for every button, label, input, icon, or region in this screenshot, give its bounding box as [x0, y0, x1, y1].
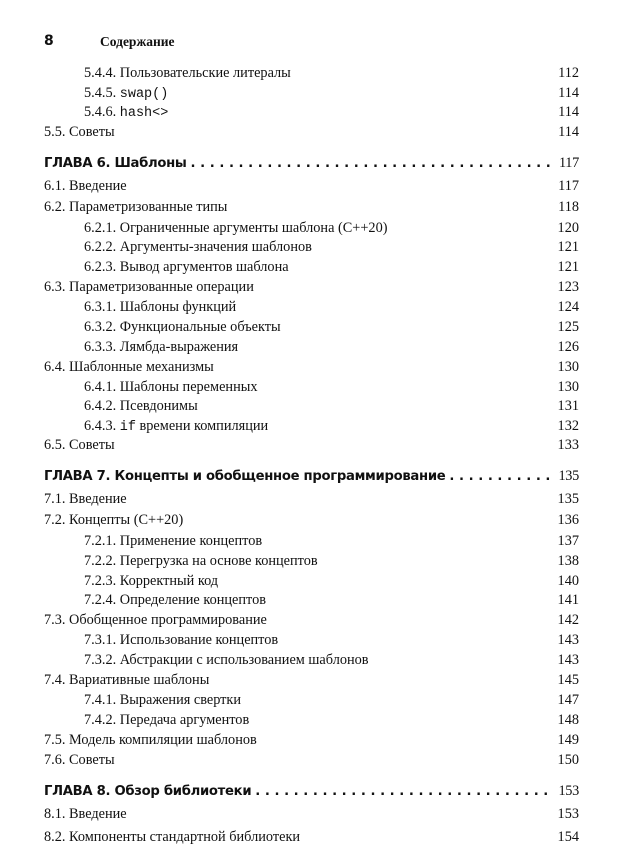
entry-title	[44, 806, 127, 823]
toc-chapter-entry	[44, 466, 579, 486]
entry-page-number: 154	[557, 828, 579, 845]
toc-entry	[84, 297, 579, 317]
toc-entry	[44, 730, 579, 750]
toc-entry	[44, 122, 579, 142]
entry-page-number: 149	[557, 731, 579, 748]
toc-entry	[84, 710, 579, 730]
entry-title	[84, 553, 318, 570]
entry-title	[84, 379, 257, 396]
toc-entry	[84, 377, 579, 397]
entry-page-number: 140	[557, 572, 579, 589]
entry-page-number: 121	[557, 238, 579, 255]
toc-entry	[84, 337, 579, 357]
toc-entry	[44, 489, 579, 509]
entry-text: 7.3. Обобщенное программирование	[44, 611, 267, 628]
entry-title	[44, 784, 251, 799]
entry-text: 7.2.3. Корректный код	[84, 572, 219, 589]
entry-text: 6.3.3. Лямбда-выражения	[84, 338, 239, 355]
entry-title	[44, 199, 227, 216]
entry-text: 7.2.2. Перегрузка на основе концептов	[84, 552, 318, 569]
toc-entry	[44, 357, 579, 377]
toc-entry	[84, 63, 579, 83]
entry-title	[44, 437, 115, 454]
entry-title	[44, 156, 187, 171]
entry-title	[44, 279, 254, 296]
entry-text: 6.3.1. Шаблоны функций	[84, 298, 237, 315]
entry-page-number: 153	[557, 805, 579, 822]
entry-code: hash<>	[119, 105, 169, 121]
entry-text: 6.4.2. Псевдонимы	[84, 397, 198, 414]
entry-text: 7.2. Концепты (C++20)	[44, 511, 184, 528]
entry-title	[44, 612, 267, 629]
entry-text: 5.4.6.	[84, 103, 120, 120]
entry-code: if	[119, 419, 136, 435]
toc-entry	[44, 804, 579, 824]
entry-title	[44, 491, 127, 508]
entry-page-number: 126	[557, 338, 579, 355]
entry-page-number: 145	[557, 671, 579, 688]
entry-title	[84, 85, 168, 102]
entry-title	[84, 259, 289, 276]
entry-text: 6.3. Параметризованные операции	[44, 278, 254, 295]
entry-page-number: 130	[557, 378, 579, 395]
entry-text: 6.4. Шаблонные механизмы	[44, 358, 214, 375]
entry-title	[44, 469, 445, 484]
entry-text: 6.2.1. Ограниченные аргументы шаблона (C++20)	[84, 219, 388, 236]
entry-text: ГЛАВА 7. Концепты и обобщенное программирование	[44, 468, 446, 484]
toc-entry	[44, 827, 579, 847]
entry-title	[84, 220, 388, 237]
entry-page-number: 147	[557, 691, 579, 708]
entry-title	[84, 692, 241, 709]
toc-entry	[44, 610, 579, 630]
toc-entry	[44, 435, 579, 455]
running-header-title: Содержание	[100, 34, 175, 49]
toc-entry	[84, 317, 579, 337]
toc-entry	[44, 277, 579, 297]
entry-page-number: 138	[557, 552, 579, 569]
entry-text: 7.4.2. Передача аргументов	[84, 711, 250, 728]
toc-entry	[44, 197, 579, 217]
toc-entry	[84, 416, 579, 436]
entry-title	[84, 299, 236, 316]
entry-text: ГЛАВА 8. Обзор библиотеки	[44, 783, 252, 799]
entry-title	[84, 319, 281, 336]
entry-text: ГЛАВА 6. Шаблоны	[44, 155, 187, 171]
entry-title	[44, 359, 214, 376]
toc-entry	[84, 551, 579, 571]
entry-text: 5.5. Советы	[44, 123, 115, 140]
page-number: 8	[44, 33, 54, 49]
entry-title	[84, 592, 266, 609]
entry-text: 6.5. Советы	[44, 436, 115, 453]
entry-title	[84, 533, 262, 550]
toc-entry	[84, 630, 579, 650]
entry-page-number: 121	[557, 258, 579, 275]
entry-title	[44, 124, 115, 141]
entry-title	[84, 652, 369, 669]
entry-page-number: 123	[557, 278, 579, 295]
entry-text: 7.5. Модель компиляции шаблонов	[44, 731, 257, 748]
entry-text: 7.6. Советы	[44, 751, 115, 768]
entry-page-number: 142	[557, 611, 579, 628]
dot-leader	[191, 156, 555, 171]
entry-text: 6.2.3. Вывод аргументов шаблона	[84, 258, 289, 275]
entry-title	[44, 178, 127, 195]
entry-page-number: 132	[557, 417, 579, 434]
entry-page-number: 133	[557, 436, 579, 453]
entry-text: 5.4.4. Пользовательские литералы	[84, 64, 291, 81]
toc-entry	[44, 750, 579, 770]
entry-page-number: 124	[557, 298, 579, 315]
entry-page-number: 120	[557, 219, 579, 236]
entry-text: 7.3.2. Абстракции с использованием шаблонов	[84, 651, 369, 668]
toc-entry	[84, 690, 579, 710]
entry-text: 6.4.1. Шаблоны переменных	[84, 378, 258, 395]
toc-entry	[84, 650, 579, 670]
entry-text: 7.1. Введение	[44, 490, 127, 507]
toc-entry	[84, 257, 579, 277]
entry-title	[84, 65, 291, 82]
entry-text: 7.2.1. Применение концептов	[84, 532, 263, 549]
entry-page-number: 114	[558, 103, 579, 120]
entry-page-number: 135	[557, 490, 579, 507]
entry-page-number: 135	[558, 467, 579, 484]
entry-page-number: 117	[558, 177, 579, 194]
entry-text: 7.4.1. Выражения свертки	[84, 691, 242, 708]
entry-title	[44, 732, 257, 749]
entry-page-number: 136	[557, 511, 579, 528]
entry-text: 7.4. Вариативные шаблоны	[44, 671, 210, 688]
entry-title	[84, 104, 168, 121]
entry-title	[44, 672, 209, 689]
entry-page-number: 153	[558, 782, 579, 799]
entry-code: swap()	[119, 86, 169, 102]
dot-leader	[449, 469, 554, 484]
entry-title	[44, 512, 183, 529]
entry-title	[84, 239, 312, 256]
toc-entry	[84, 83, 579, 103]
entry-text: 6.1. Введение	[44, 177, 127, 194]
entry-page-number: 114	[558, 123, 579, 140]
entry-title	[84, 398, 198, 415]
entry-page-number: 125	[557, 318, 579, 335]
entry-title	[84, 712, 249, 729]
entry-title	[84, 573, 218, 590]
entry-text: 6.2.2. Аргументы-значения шаблонов	[84, 238, 312, 255]
entry-text: 5.4.5.	[84, 84, 120, 101]
entry-page-number: 112	[558, 64, 579, 81]
toc-chapter-entry	[44, 781, 579, 801]
entry-text: 6.2. Параметризованные типы	[44, 198, 228, 215]
entry-title	[44, 829, 300, 846]
toc-entry	[84, 237, 579, 257]
entry-suffix: времени компиляции	[135, 417, 269, 434]
toc-entry	[84, 102, 579, 122]
entry-page-number: 141	[557, 591, 579, 608]
entry-page-number: 114	[558, 84, 579, 101]
entry-text: 7.2.4. Определение концептов	[84, 591, 266, 608]
entry-title	[84, 418, 268, 435]
entry-title	[84, 339, 238, 356]
entry-page-number: 118	[558, 198, 579, 215]
entry-page-number: 130	[557, 358, 579, 375]
entry-page-number: 137	[557, 532, 579, 549]
entry-title	[44, 752, 115, 769]
toc-entry	[84, 571, 579, 591]
entry-page-number: 131	[557, 397, 579, 414]
entry-page-number: 150	[557, 751, 579, 768]
toc-entry	[84, 396, 579, 416]
toc-entry	[84, 531, 579, 551]
entry-page-number: 143	[557, 631, 579, 648]
toc-entry	[44, 510, 579, 530]
entry-text: 6.3.2. Функциональные объекты	[84, 318, 281, 335]
toc-chapter-entry	[44, 153, 579, 173]
toc-entry	[84, 590, 579, 610]
dot-leader	[255, 784, 554, 799]
entry-title	[84, 632, 278, 649]
entry-page-number: 117	[558, 154, 579, 171]
entry-page-number: 148	[557, 711, 579, 728]
entry-page-number: 143	[557, 651, 579, 668]
toc-entry	[44, 670, 579, 690]
entry-text: 8.2. Компоненты стандартной библиотеки	[44, 828, 301, 845]
toc-entry	[44, 176, 579, 196]
entry-text: 6.4.3.	[84, 417, 120, 434]
entry-text: 8.1. Введение	[44, 805, 127, 822]
entry-text: 7.3.1. Использование концептов	[84, 631, 279, 648]
toc-entry	[84, 218, 579, 238]
